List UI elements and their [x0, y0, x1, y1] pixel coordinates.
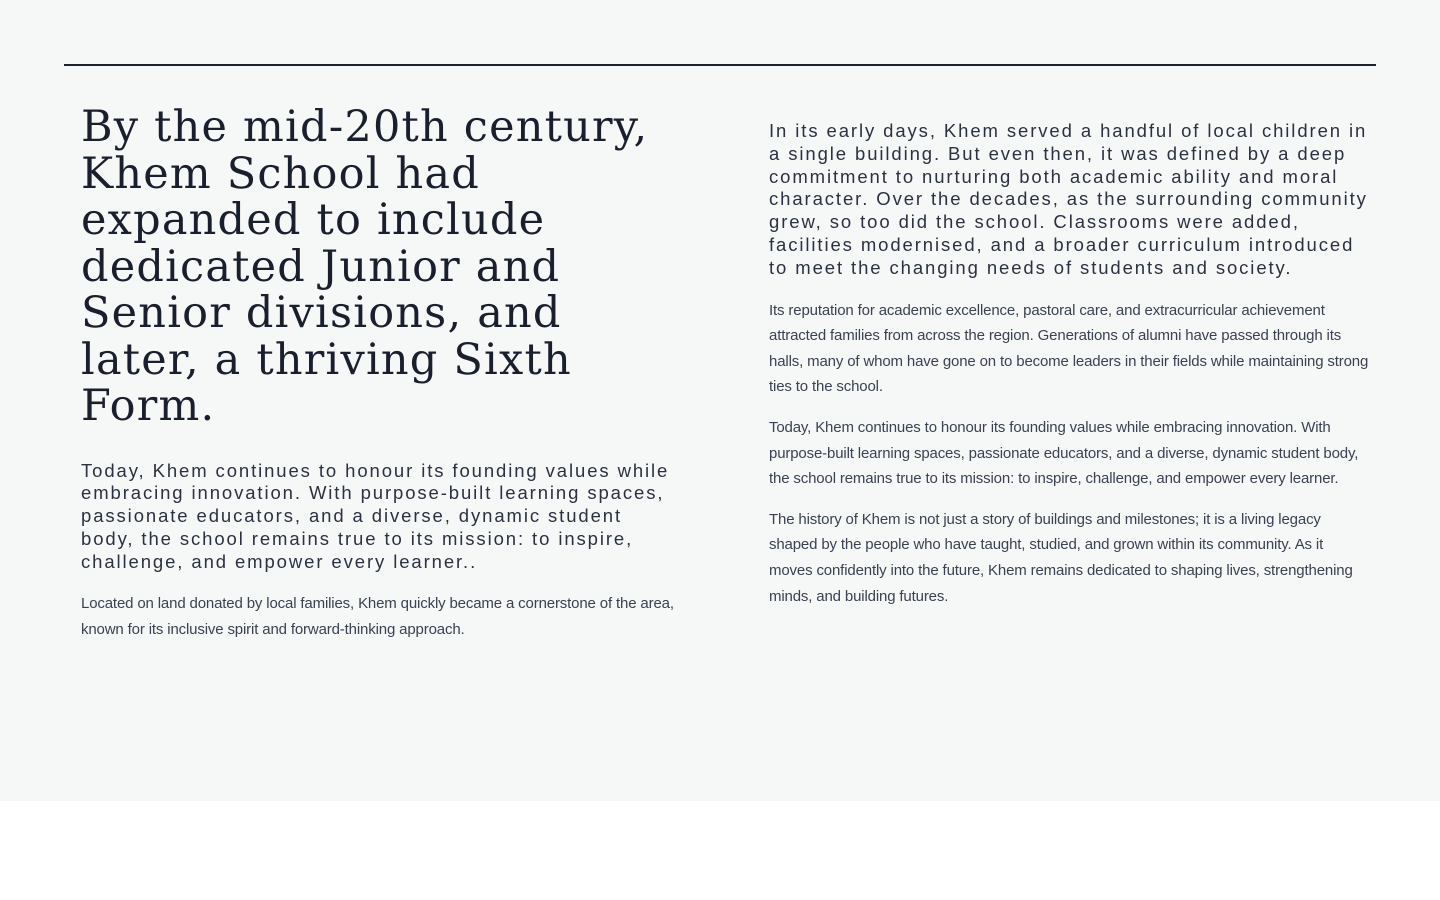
history-headline: By the mid-20th century, Khem School had expanded to include dedicated Junior and Senior divisions, and later, a thriving Sixth Form.: [81, 102, 649, 431]
right-body-paragraph: Its reputation for academic excellence, pastoral care, and extracurricular achievement attracted families from across the region. Generations of alumni have passed through its halls, many of whom have gone on to become leaders in their fields while maintaining strong ties to the school.: [769, 301, 1369, 396]
section-divider: [64, 64, 1376, 66]
left-body-paragraph: Located on land donated by local families, Khem quickly became a cornerstone of the area, known for its inclusive spirit and forward-thinking approach.: [81, 595, 674, 639]
right-body-paragraph: The history of Khem is not just a story of buildings and milestones; it is a living legacy shaped by the people who have taught, studied, and grown within its community. As it moves confidently into the future, Khem remains dedicated to shaping lives, strengthening minds, and building futures.: [769, 510, 1353, 605]
history-right-column: [769, 120, 1369, 609]
left-lead-paragraph: Today, Khem continues to honour its founding values while embracing innovation. With purpose-built learning spaces, passionate educators, and a diverse, dynamic student body, the school remains true to its mission: to inspire, challenge, and empower every learner..: [81, 459, 670, 572]
right-body-paragraph: Today, Khem continues to honour its founding values while embracing innovation. With purpose-built learning spaces, passionate educators, and a diverse, dynamic student body, the school remains true to its mission: to inspire, challenge, and empower every learner.: [769, 418, 1359, 488]
right-lead-paragraph: In its early days, Khem served a handful of local children in a single building. But even then, it was defined by a deep commitment to nurturing both academic ability and moral character. Over the decades, as the surrounding community grew, so too did the school. Classrooms were added, facilities modernised, and a broader curriculum introduced to meet the changing needs of students and society.: [769, 120, 1368, 278]
history-left-column: [81, 104, 681, 643]
